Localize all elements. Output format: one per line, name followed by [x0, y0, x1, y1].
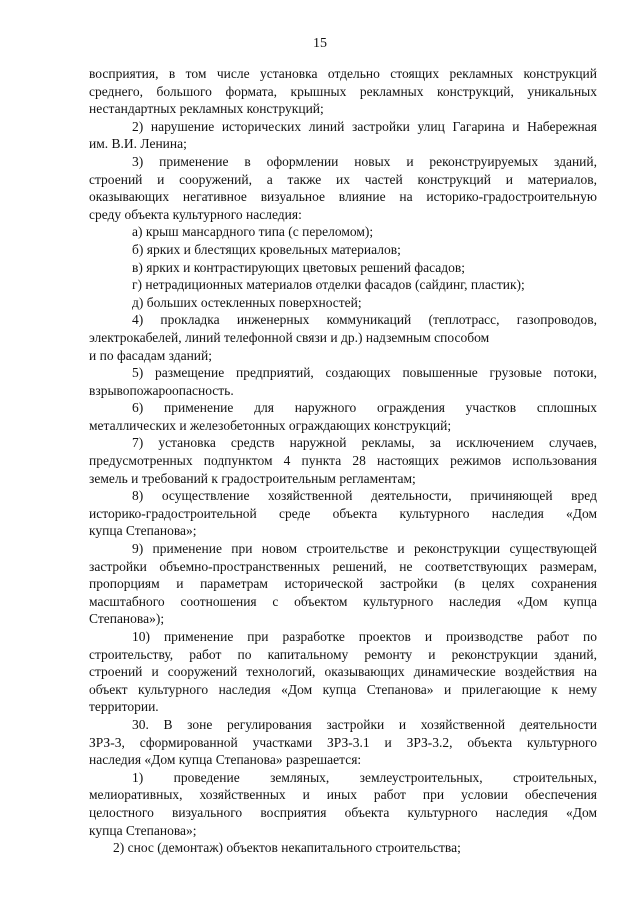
text-line: территории.	[89, 699, 159, 715]
text-line: 9) применение при новом строительстве и реконструкции существующей	[132, 541, 597, 557]
text-line: строений и сооружений, а также их частей конструкций и материалов,	[89, 171, 597, 187]
text-line: электрокабелей, линий телефонной связи и др.) надземным способом	[89, 329, 490, 345]
text-line: и по фасадам зданий;	[89, 347, 212, 363]
text-line: 2) нарушение исторических линий застройки улиц Гагарина и Набережная	[132, 118, 597, 134]
text-line: в) ярких и контрастирующих цветовых решений фасадов;	[132, 259, 465, 275]
text-line: Степанова»);	[89, 611, 165, 627]
text-line: пропорциям и параметрам исторической застройки (в целях сохранения	[89, 576, 597, 592]
text-line: 5) размещение предприятий, создающих повышенные грузовые потоки,	[132, 365, 597, 381]
text-line: взрывопожароопасность.	[89, 382, 234, 398]
text-line: наследия «Дом купца Степанова» разрешается:	[89, 752, 362, 768]
document-body	[89, 65, 597, 857]
text-line: среду объекта культурного наследия:	[89, 206, 302, 222]
text-line: целостного визуального восприятия объекта культурного наследия «Дом	[89, 804, 597, 820]
text-line: купца Степанова»;	[89, 822, 197, 838]
text-line: строительству, работ по капитальному ремонту и реконструкции зданий,	[89, 646, 597, 662]
text-line: земель и требований к градостроительным регламентам;	[89, 470, 416, 486]
text-line: 4) прокладка инженерных коммуникаций (теплотрасс, газопроводов,	[132, 312, 597, 328]
text-line: масштабного соотношения с объектом культурного наследия «Дом купца	[89, 593, 597, 609]
text-line: им. В.И. Ленина;	[89, 136, 187, 152]
text-line: 3) применение в оформлении новых и реконструируемых зданий,	[132, 153, 597, 169]
text-line: 10) применение при разработке проектов и производстве работ по	[132, 629, 597, 644]
page-number: 15	[313, 36, 327, 51]
text-line: 6) применение для наружного ограждения участков сплошных	[132, 400, 597, 416]
text-line: среднего, большого формата, крышных рекламных конструкций, уникальных	[89, 83, 597, 99]
text-line: б) ярких и блестящих кровельных материалов;	[132, 241, 401, 257]
text-line: 7) установка средств наружной рекламы, за исключением случаев,	[132, 435, 597, 451]
text-line: д) больших остекленных поверхностей;	[132, 294, 362, 310]
text-line: застройки объемно-пространственных решений, не соответствующих размерам,	[89, 558, 597, 574]
text-line: г) нетрадиционных материалов отделки фасадов (сайдинг, пластик);	[132, 277, 525, 293]
text-line: объект культурного наследия «Дом купца Степанова» и прилегающие к нему	[89, 681, 597, 697]
text-line: 1) проведение земляных, землеустроительных, строительных,	[132, 769, 597, 785]
text-line: восприятия, в том числе установка отдельно стоящих рекламных конструкций	[89, 66, 597, 81]
text-line: 2) снос (демонтаж) объектов некапитального строительства;	[113, 840, 461, 856]
text-line: 30. В зоне регулирования застройки и хозяйственной деятельности	[132, 716, 597, 732]
text-line: ЗРЗ-3, сформированной участками ЗРЗ-3.1 и ЗРЗ-3.2, объекта культурного	[89, 734, 597, 750]
text-line: нестандартных рекламных конструкций;	[89, 101, 324, 117]
text-line: 8) осуществление хозяйственной деятельности, причиняющей вред	[132, 488, 597, 504]
text-line: историко-градостроительной среде объекта культурного наследия «Дом	[89, 505, 597, 521]
text-line: предусмотренных подпунктом 4 пункта 28 настоящих режимов использования	[89, 453, 597, 469]
text-line: строений и сооружений технологий, оказывающих динамические воздействия на	[89, 664, 597, 680]
text-line: металлических и железобетонных ограждающих конструкций;	[89, 417, 452, 433]
text-line: купца Степанова»;	[89, 523, 197, 539]
text-line: а) крыш мансардного типа (с переломом);	[132, 224, 374, 240]
text-line: оказывающих негативное визуальное влияние на историко-градостроительную	[89, 189, 597, 205]
text-line: мелиоративных, хозяйственных и иных работ при условии обеспечения	[89, 787, 597, 803]
